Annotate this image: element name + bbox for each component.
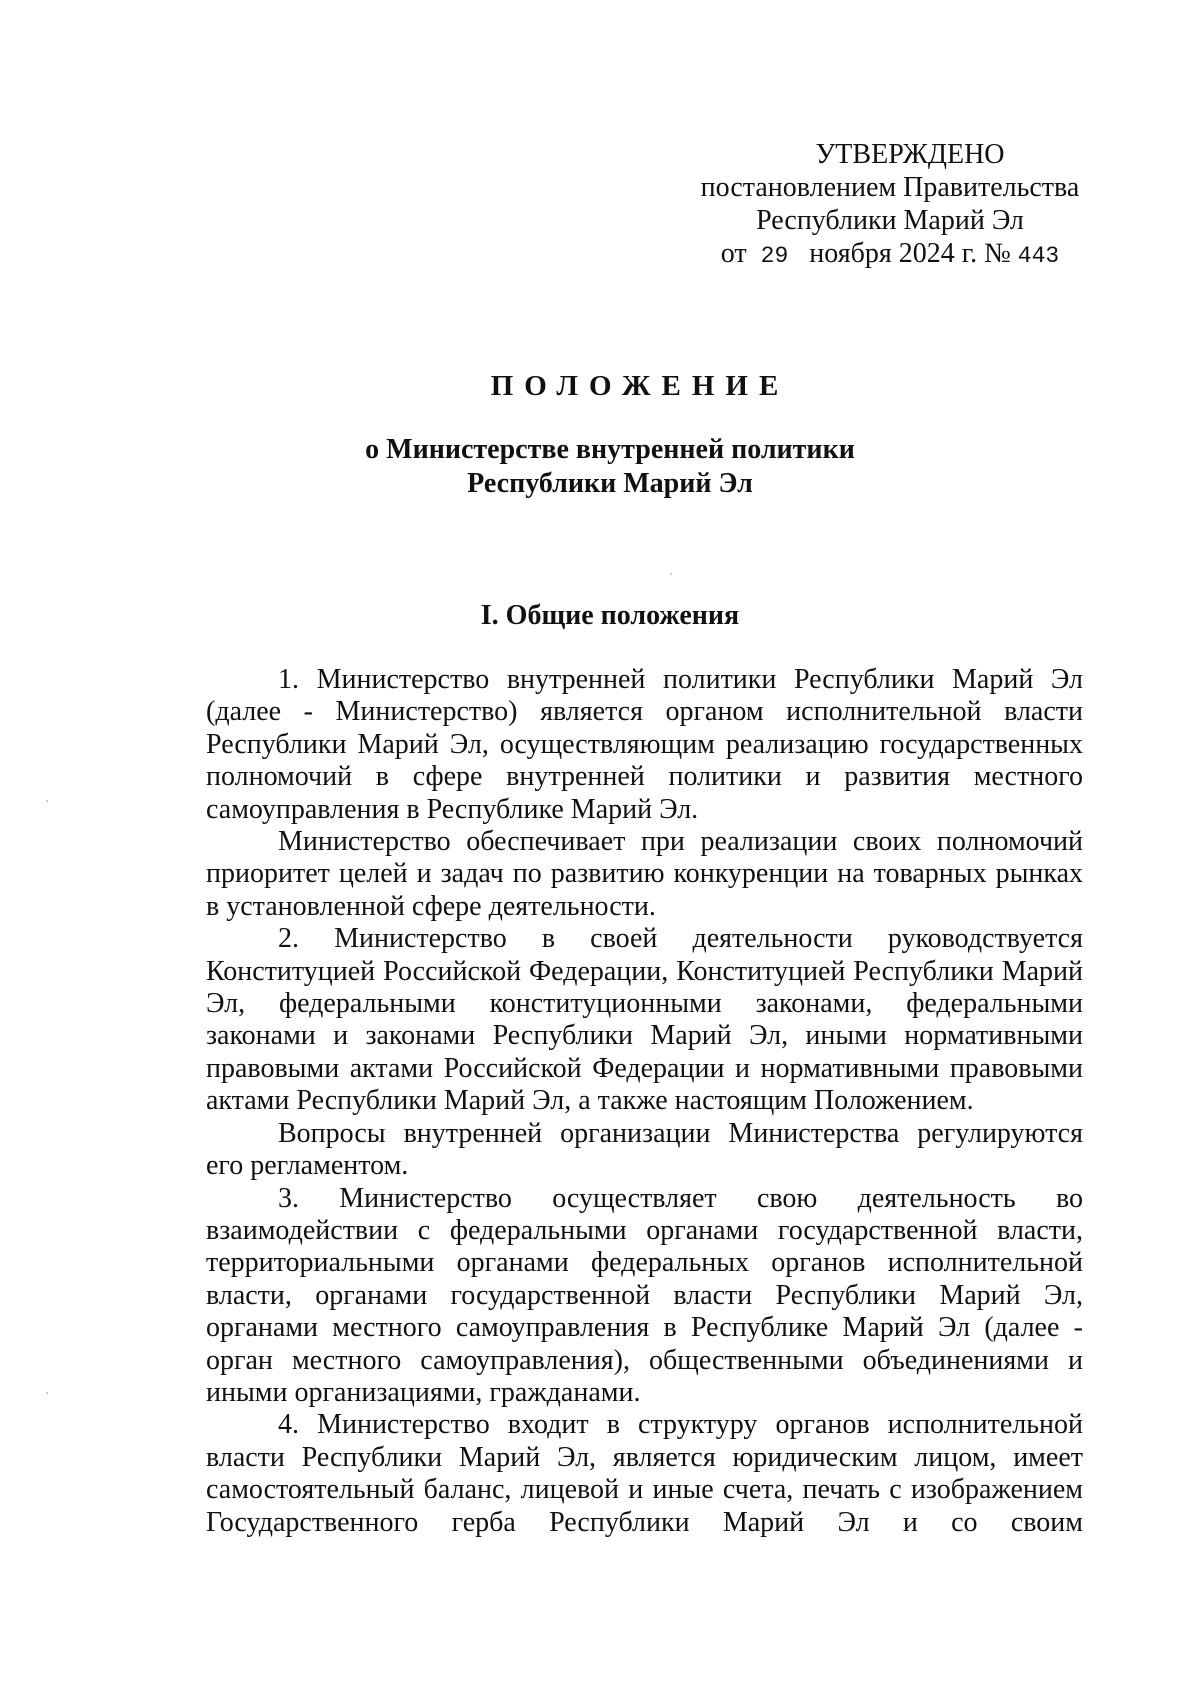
approval-line-2: Республики Марий Эл (756, 205, 1024, 236)
date-prefix: от (720, 238, 747, 269)
date-month-year: ноября 2024 г. № (809, 238, 1011, 269)
subtitle-line-2: Республики Марий Эл (467, 468, 753, 499)
scan-artifact (670, 573, 672, 575)
paragraph: 1. Министерство внутренней политики Республики Марий Эл (далее - Министерство) является органом исполнительной власти Республики Марий Эл, осуществляющим реализацию государственных полномочий в сфере внутренней политики и развития местного самоуправления в Республике Марий Эл. (206, 664, 1083, 825)
paragraph: 4. Министерство входит в структуру органов исполнительной власти Республики Марий Эл, является юридическим лицом, имеет самостоятельный баланс, лицевой и иные счета, печать с изображением Государственного герба Республики Марий Эл и со своим (206, 1409, 1083, 1538)
approved-label: УТВЕРЖДЕНО (815, 139, 1005, 170)
paragraph: Министерство обеспечивает при реализации своих полномочий приоритет целей и задач по развитию конкуренции на товарных рынках в установленной сфере деятельности. (206, 826, 1083, 922)
scan-artifact (46, 1392, 48, 1394)
document-title: ПОЛОЖЕНИЕ (490, 370, 790, 402)
document-number: 443 (1017, 243, 1060, 269)
approval-block (680, 138, 1100, 273)
document-subtitle (0, 433, 1200, 501)
approval-line-1: постановлением Правительства (700, 172, 1080, 203)
subtitle-line-1: о Министерстве внутренней политики (365, 434, 855, 465)
paragraph: 3. Министерство осуществляет свою деятельность во взаимодействии с федеральными органами государственной власти, территориальными органами федеральных органов исполнительной власти, органами государственной власти Республики Марий Эл, органами местного самоуправления в Республике Марий Эл (далее - орган местного самоуправления), общественными объединениями и иными организациями, гражданами. (206, 1182, 1083, 1408)
section-body (206, 664, 1083, 1539)
date-day: 29 (760, 243, 789, 269)
section-heading: I. Общие положения (480, 600, 740, 631)
paragraph: 2. Министерство в своей деятельности руководствуется Конституцией Российской Федерации, Конституцией Республики Марий Эл, федеральными конституционными законами, федеральными законами и законами Республики Марий Эл, иными нормативными правовыми актами Российской Федерации и нормативными правовыми актами Республики Марий Эл, а также настоящим Положением. (206, 923, 1083, 1117)
scan-artifact (46, 800, 48, 802)
approval-date-line (680, 237, 1100, 273)
paragraph: Вопросы внутренней организации Министерства регулируются его регламентом. (206, 1117, 1083, 1182)
